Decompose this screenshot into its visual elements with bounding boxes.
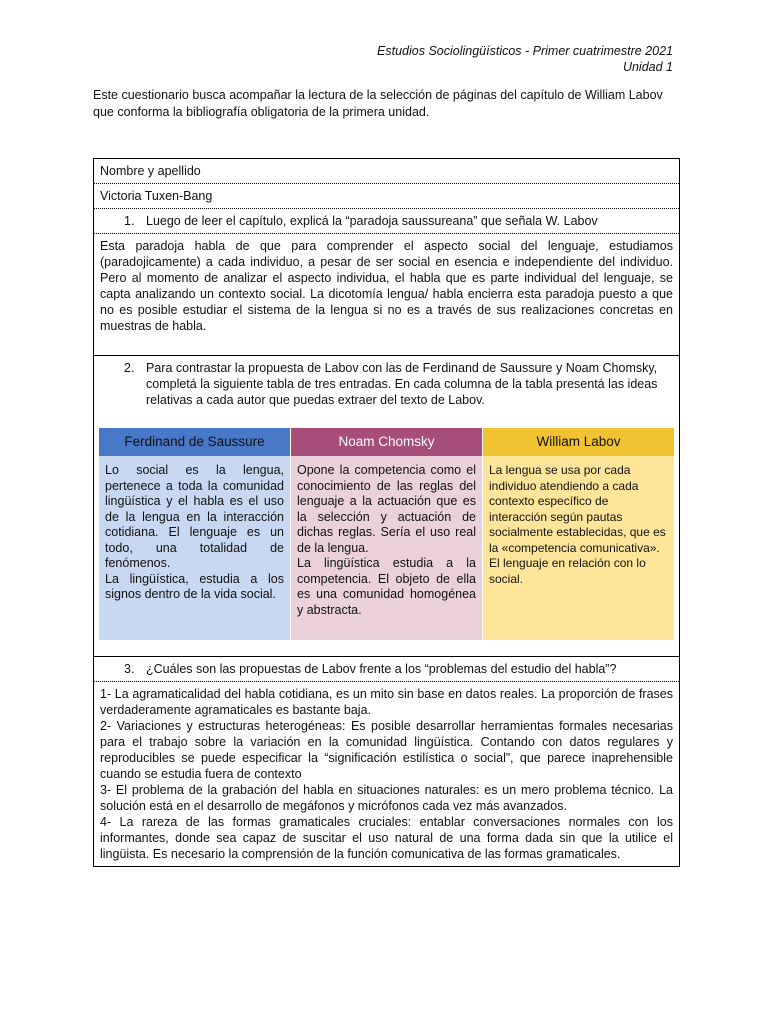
answer-3[interactable]	[94, 682, 679, 866]
question-1-text: Luego de leer el capítulo, explicá la “paradoja saussureana” que señala W. Labov	[146, 214, 598, 228]
question-3-text: ¿Cuáles son las propuestas de Labov frente a los “problemas del estudio del habla”?	[146, 662, 617, 676]
page-header	[377, 43, 673, 75]
column-chomsky	[291, 428, 482, 640]
question-2-block	[94, 356, 679, 657]
name-label-row	[94, 159, 679, 184]
answer-3-item-4[interactable]: 4- La rareza de las formas gramaticales cruciales: entablar conversaciones normales con los informantes, donde sea capaz de suscitar el uso natural de una forma dada sin que la utilice el lingüista. Es necesario la comprensión de la función comunicativa de las formas gramaticales.	[100, 815, 673, 861]
question-2	[94, 360, 679, 408]
intro-paragraph: Este cuestionario busca acompañar la lectura de la selección de páginas del capítulo de William Labov que conforma la bibliografía obligatoria de la primera unidad.	[93, 88, 663, 119]
question-2-number: 2.	[124, 361, 135, 375]
column-saussure-header: Ferdinand de Saussure	[99, 428, 290, 456]
column-chomsky-body[interactable]	[291, 456, 482, 640]
labov-paragraph-1[interactable]: La lengua se usa por cada individuo atendiendo a cada contexto específico de interacción según pautas socialmente establecidas, que es la «competencia comunicativa». El lenguaje en relación con lo social.	[489, 463, 666, 586]
column-saussure	[99, 428, 290, 640]
course-title: Estudios Sociolingüísticos - Primer cuatrimestre 2021	[377, 44, 673, 58]
answer-3-item-3[interactable]: 3- El problema de la grabación del habla en situaciones naturales: es un mero problema técnico. La solución está en el desarrollo de megáfonos y micrófonos cada vez más avanzados.	[100, 783, 673, 813]
saussure-paragraph-1[interactable]: Lo social es la lengua, pertenece a toda la comunidad lingüística y el habla es el uso de la lengua en la interacción cotidiana. El lenguaje es un todo, una totalidad de fenómenos.	[105, 463, 284, 570]
answer-1[interactable]	[94, 234, 679, 356]
answer-3-item-1[interactable]: 1- La agramaticalidad del habla cotidiana, es un mito sin base en datos reales. La proporción de frases verdaderamente agramaticales es bastante baja.	[100, 687, 673, 717]
unit-label: Unidad 1	[622, 60, 673, 74]
column-labov-header: William Labov	[483, 428, 674, 456]
question-3	[94, 657, 679, 682]
three-column-table	[99, 428, 674, 640]
answer-1-text[interactable]: Esta paradoja habla de que para comprender el aspecto social del lenguaje, estudiamos (paradojicamente) a cada individuo, a pesar de ser social en esencia e independiente del individuo. Pero al momento de analizar el aspecto individua, el habla que es parte individual del lenguaje, se capta analizando un contexto social. La dicotomía lengua/ habla encierra esta paradoja puesto a que no es posible estudiar el sistema de la lengua si no es a través de sus realizaciones concretas en muestras de habla.	[100, 239, 673, 333]
question-1-number: 1.	[124, 214, 135, 228]
column-chomsky-header: Noam Chomsky	[291, 428, 482, 456]
column-labov-body[interactable]	[483, 456, 674, 640]
chomsky-paragraph-1[interactable]: Opone la competencia como el conocimiento de las reglas del lenguaje a la actuación que es la selección y actuación de dichas reglas. Sería el uso real de la lengua.	[297, 463, 476, 555]
name-value-row[interactable]	[94, 184, 679, 209]
name-label: Nombre y apellido	[100, 164, 201, 178]
question-1	[94, 209, 679, 234]
name-value[interactable]: Victoria Tuxen-Bang	[100, 189, 213, 203]
question-3-number: 3.	[124, 662, 135, 676]
saussure-paragraph-2[interactable]: La lingüística, estudia a los signos dentro de la vida social.	[105, 571, 284, 601]
question-2-text: Para contrastar la propuesta de Labov con las de Ferdinand de Saussure y Noam Chomsky, completá la siguiente tabla de tres entradas. En cada columna de la tabla presentá las ideas relativas a cada autor que puedas extraer del texto de Labov.	[146, 361, 658, 407]
column-saussure-body[interactable]	[99, 456, 290, 640]
questionnaire-form	[93, 158, 680, 867]
column-labov	[483, 428, 674, 640]
chomsky-paragraph-2[interactable]: La lingüística estudia a la competencia. El objeto de ella es una comunidad homogénea y abstracta.	[297, 556, 476, 617]
answer-3-item-2[interactable]: 2- Variaciones y estructuras heterogéneas: Es posible desarrollar herramientas formales necesarias para el trabajo sobre la variación en la comunidad lingüística. Contando con datos regulares y reproducibles se puede especificar la “significación estilística o social”, que parece inaprehensible cuando se estudia fuera de contexto	[100, 719, 673, 781]
